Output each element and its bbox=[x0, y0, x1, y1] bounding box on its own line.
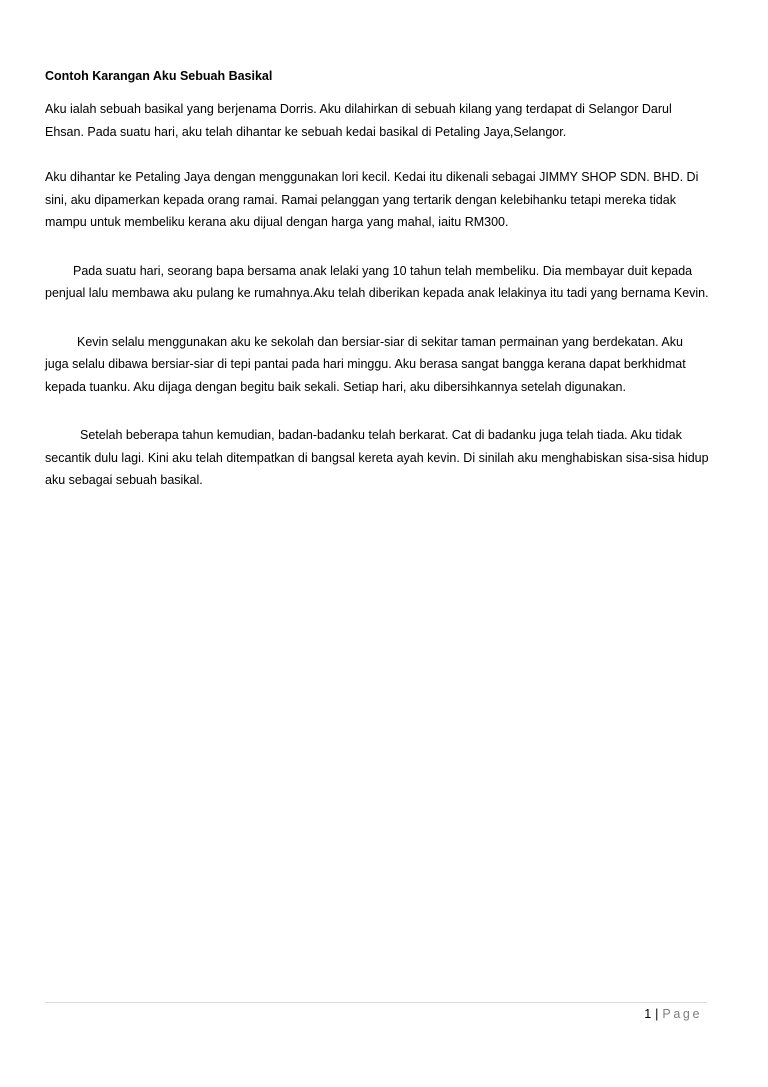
page-label: Page bbox=[662, 1007, 702, 1021]
document-body bbox=[45, 66, 710, 492]
footer-divider bbox=[45, 1002, 707, 1003]
footer-separator: | bbox=[655, 1007, 659, 1021]
document-title: Contoh Karangan Aku Sebuah Basikal bbox=[45, 69, 273, 83]
page-footer bbox=[644, 1005, 702, 1023]
paragraph-5: Setelah beberapa tahun kemudian, badan-badanku telah berkarat. Cat di badanku juga telah tiada. Aku tidak secantik dulu lagi. Kini aku telah ditempatkan di bangsal kereta ayah kevin. Di sinilah aku menghabiskan sisa-sisa hidup aku sebagai sebuah basikal. bbox=[45, 428, 709, 487]
paragraph-3: Pada suatu hari, seorang bapa bersama anak lelaki yang 10 tahun telah membeliku. Dia membayar duit kepada penjual lalu membawa aku pulang ke rumahnya.Aku telah diberikan kepada anak lelakinya itu tadi yang bernama Kevin. bbox=[45, 263, 709, 300]
paragraph-2: Aku dihantar ke Petaling Jaya dengan menggunakan lori kecil. Kedai itu dikenali sebagai JIMMY SHOP SDN. BHD. Di sini, aku dipamerkan kepada orang ramai. Ramai pelanggan yang tertarik dengan kelebihanku tetapi mereka tidak mampu untuk membeliku kerana aku dijual dengan harga yang mahal, iaitu RM300. bbox=[45, 170, 699, 229]
paragraph-4: Kevin selalu menggunakan aku ke sekolah dan bersiar-siar di sekitar taman permainan yang berdekatan. Aku juga selalu dibawa bersiar-siar di tepi pantai pada hari minggu. Aku berasa sangat bangga kerana dapat berkhidmat kepada tuanku. Aku dijaga dengan begitu baik sekali. Setiap hari, aku dibersihkannya setelah digunakan. bbox=[45, 334, 686, 394]
paragraph-1: Aku ialah sebuah basikal yang berjenama Dorris. Aku dilahirkan di sebuah kilang yang terdapat di Selangor Darul Ehsan. Pada suatu hari, aku telah dihantar ke sebuah kedai basikal di Petaling Jaya,Selangor. bbox=[45, 102, 672, 139]
page-number: 1 bbox=[644, 1007, 652, 1021]
